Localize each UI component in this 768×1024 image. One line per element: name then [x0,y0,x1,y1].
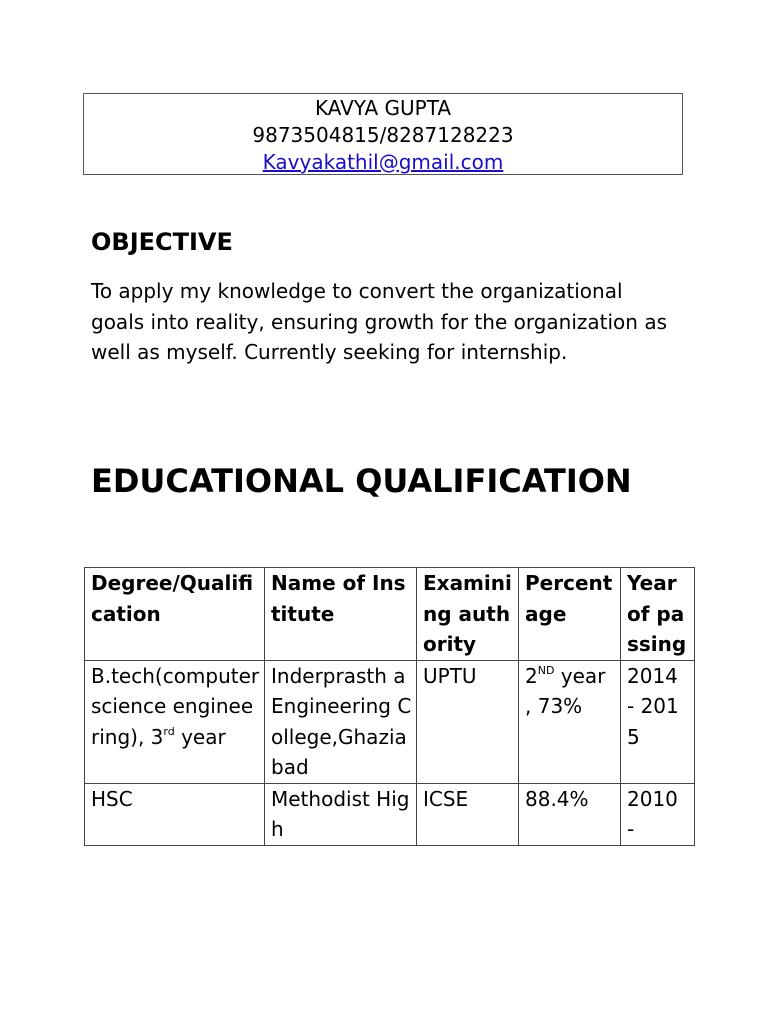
table-cell-institute: Inderprasth a Engineering College,Ghaziabad [265,660,417,783]
table-row [85,660,695,783]
table-cell-percentage: 88.4% [519,783,621,845]
table-cell-percentage [519,660,621,783]
percentage-superscript: ND [537,663,555,677]
table-cell-authority: UPTU [417,660,519,783]
table-cell-year: 2014 - 2015 [621,660,695,783]
table-header-row [85,568,695,661]
column-header-percentage: Percentage [519,568,621,661]
percentage-rest: year , 73% [525,663,606,718]
column-header-authority: Examining authority [417,568,519,661]
column-header-year: Year of passing [621,568,695,661]
table-cell-degree [85,660,265,783]
degree-year-number: 3 [150,724,164,749]
table-cell-institute: Methodist High [265,783,417,845]
degree-text: B.tech(computer science engineering), [91,663,260,749]
phone-numbers: 9873504815/8287128223 [252,123,514,147]
table-cell-year: 2010 - [621,783,695,845]
education-table [84,567,695,846]
table-row [85,783,695,845]
email-link[interactable]: Kavyakathil@gmail.com [262,150,504,174]
degree-year-word: year [174,724,226,749]
percentage-number: 2 [525,663,538,688]
contact-header [83,93,683,175]
objective-text: To apply my knowledge to convert the organizational goals into reality, ensuring growth for the organization as well as myself. Currently seeking for internship. [91,279,667,364]
column-header-degree: Degree/Qualification [85,568,265,661]
education-heading: EDUCATIONAL QUALIFICATION [91,462,632,500]
column-header-institute: Name of Institute [265,568,417,661]
candidate-name: KAVYA GUPTA [314,96,452,120]
objective-heading: OBJECTIVE [91,228,233,256]
table-cell-degree: HSC [85,783,265,845]
table-cell-authority: ICSE [417,783,519,845]
degree-year-superscript: rd [163,724,175,738]
